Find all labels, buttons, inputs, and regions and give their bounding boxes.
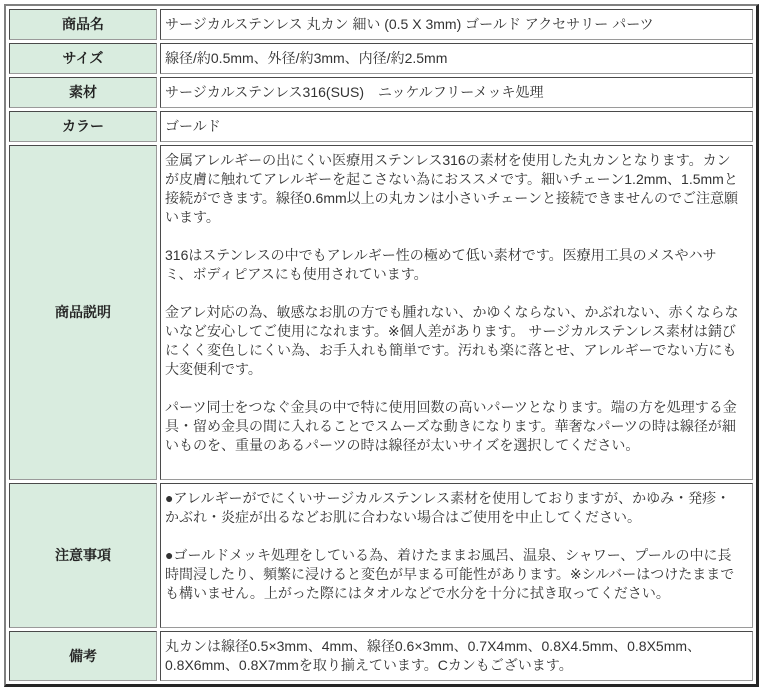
value-paragraph: パーツ同士をつなぐ金具の中で特に使用回数の高いパーツとなります。端の方を処理する金具・留め金具の間に入れることでスムーズな動きになります。華奢なパーツの時は線径が細いものを、重量のあるパーツの時は線径が太いサイズを選択してください。 <box>165 399 737 453</box>
row-value <box>160 111 753 142</box>
value-paragraph: サージカルステンレス316(SUS) ニッケルフリーメッキ処理 <box>165 84 544 100</box>
row-label: 商品名 <box>9 9 157 40</box>
row-value <box>160 43 753 74</box>
value-paragraph: 金アレ対応の為、敏感なお肌の方でも腫れない、かゆくならない、かぶれない、赤くならないなど安心してご使用になれます。※個人差があります。 サージカルステンレス素材は錆びにくく変色しにくい為、お手入れも簡単です。汚れも楽に落とせ、アレルギーでない方にも大変便利です。 <box>165 304 739 377</box>
table-row <box>9 483 753 628</box>
table-row <box>9 9 753 40</box>
row-label: サイズ <box>9 43 157 74</box>
value-paragraph: サージカルステンレス 丸カン 細い (0.5 X 3mm) ゴールド アクセサリー パーツ <box>165 16 654 32</box>
value-paragraph: 金属アレルギーの出にくい医療用ステンレス316の素材を使用した丸カンとなります。カンが皮膚に触れてアレルギーを起こさない為におススメです。細いチェーン1.2mm、1.5mmと接続ができます。線径0.6mm以上の丸カンは小さいチェーンと接続できませんのでご注意願います。 <box>165 152 738 225</box>
value-paragraph: ●ゴールドメッキ処理をしている為、着けたままお風呂、温泉、シャワー、プールの中に長時間浸したり、頻繁に浸けると変色が早まる可能性があります。※シルバーはつけたままでも構いません。上がった際にはタオルなどで水分を十分に拭き取ってください。 <box>165 547 735 601</box>
table-row <box>9 631 753 681</box>
value-paragraph: 316はステンレスの中でもアレルギー性の極めて低い素材です。医療用工具のメスやハサミ、ボディピアスにも使用されています。 <box>165 247 717 282</box>
value-paragraph: 丸カンは線径0.5×3mm、4mm、線径0.6×3mm、0.7X4mm、0.8X4.5mm、0.8X5mm、0.8X6mm、0.8X7mmを取り揃えています。Cカンもございます。 <box>165 638 702 673</box>
value-paragraph: ゴールド <box>165 118 221 134</box>
row-value <box>160 145 753 480</box>
table-row <box>9 43 753 74</box>
row-label: 注意事項 <box>9 483 157 628</box>
row-label: 備考 <box>9 631 157 681</box>
table-row <box>9 145 753 480</box>
table-row <box>9 111 753 142</box>
row-value <box>160 631 753 681</box>
spec-table-body <box>9 9 753 681</box>
row-value <box>160 9 753 40</box>
value-paragraph: ●アレルギーがでにくいサージカルステンレス素材を使用しておりますが、かゆみ・発疹・かぶれ・炎症が出るなどお肌に合わない場合はご使用を中止してください。 <box>165 490 731 525</box>
table-row <box>9 77 753 108</box>
row-label: カラー <box>9 111 157 142</box>
value-paragraph: 線径/約0.5mm、外径/約3mm、内径/約2.5mm <box>165 50 448 66</box>
row-value <box>160 77 753 108</box>
row-label: 素材 <box>9 77 157 108</box>
product-spec-table <box>4 4 759 687</box>
row-label: 商品説明 <box>9 145 157 480</box>
row-value <box>160 483 753 628</box>
